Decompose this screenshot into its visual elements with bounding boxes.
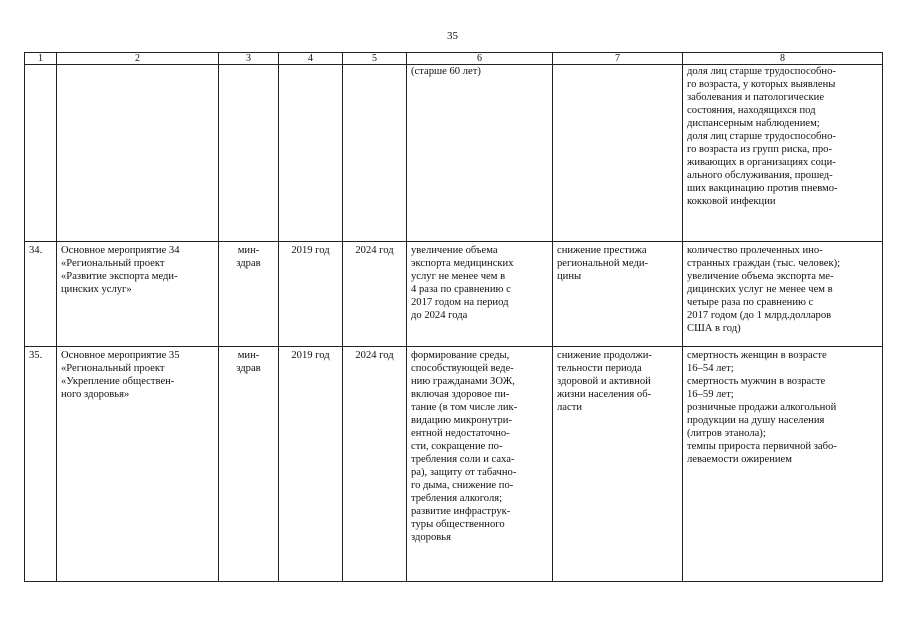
text-line: 16–59 лет; bbox=[687, 389, 734, 400]
text-line: «Развитие экспорта меди- bbox=[61, 271, 178, 282]
indicators bbox=[683, 347, 883, 582]
non-implementation-consequence bbox=[553, 347, 683, 582]
text-line: включая здоровое пи- bbox=[411, 389, 510, 400]
text-line: го возраста, у которых выявлены bbox=[687, 79, 836, 90]
column-number: 3 bbox=[219, 53, 279, 65]
cell-empty bbox=[279, 65, 343, 242]
text-line: 4 раза по сравнению с bbox=[411, 284, 511, 295]
text-line: региональной меди- bbox=[557, 258, 649, 269]
column-number: 7 bbox=[553, 53, 683, 65]
text-line: цинских услуг» bbox=[61, 284, 132, 295]
text-line: требления алкоголя; bbox=[411, 493, 503, 504]
executor bbox=[219, 347, 279, 582]
text-line: тельности периода bbox=[557, 363, 642, 374]
text-line: снижение продолжи- bbox=[557, 350, 652, 361]
cell-empty bbox=[553, 65, 683, 242]
text-line: «Региональный проект bbox=[61, 258, 165, 269]
text-line: кокковой инфекции bbox=[687, 196, 776, 207]
text-line: живающих в организациях соци- bbox=[687, 157, 836, 168]
text-line: Основное мероприятие 34 bbox=[61, 245, 180, 256]
text-line: увеличение объема экспорта ме- bbox=[687, 271, 834, 282]
continuation-result-text: (старше 60 лет) bbox=[411, 66, 481, 77]
column-number: 1 bbox=[25, 53, 57, 65]
text-line: 16–54 лет; bbox=[687, 363, 734, 374]
measure-name bbox=[57, 242, 219, 347]
text-line: жизни населения об- bbox=[557, 389, 652, 400]
text-line: здоровой и активной bbox=[557, 376, 651, 387]
page-number: 35 bbox=[447, 30, 458, 42]
text-line: сти, сокращение по- bbox=[411, 441, 503, 452]
measures-table bbox=[24, 52, 883, 582]
column-number-row bbox=[25, 53, 883, 65]
text-line: США в год) bbox=[687, 323, 741, 334]
text-line: до 2024 года bbox=[411, 310, 468, 321]
text-line: го дыма, снижение по- bbox=[411, 480, 514, 491]
expected-result bbox=[407, 242, 553, 347]
text-line: розничные продажи алкогольной bbox=[687, 402, 837, 413]
text-line: Основное мероприятие 35 bbox=[61, 350, 180, 361]
text-line: ласти bbox=[557, 402, 582, 413]
text-line: ра), защиту от табачно- bbox=[411, 467, 517, 478]
continuation-row bbox=[25, 65, 883, 242]
text-line: требления соли и саха- bbox=[411, 454, 515, 465]
text-line: «Укрепление обществен- bbox=[61, 376, 175, 387]
measure-name bbox=[57, 347, 219, 582]
text-line: экспорта медицинских bbox=[411, 258, 514, 269]
text-line: леваемости ожирением bbox=[687, 454, 792, 465]
text-line: туры общественного bbox=[411, 519, 505, 530]
text-line: ентной недостаточно- bbox=[411, 428, 510, 439]
text-line: продукции на душу населения bbox=[687, 415, 825, 426]
indicators bbox=[683, 242, 883, 347]
end-year: 2024 год bbox=[343, 242, 407, 347]
executor bbox=[219, 242, 279, 347]
text-line: здрав bbox=[236, 363, 261, 374]
expected-result bbox=[407, 347, 553, 582]
cell-empty bbox=[57, 65, 219, 242]
start-year: 2019 год bbox=[279, 347, 343, 582]
row-number: 35. bbox=[25, 347, 57, 582]
text-line: услуг не менее чем в bbox=[411, 271, 506, 282]
continuation-result-cell bbox=[407, 65, 553, 242]
cell-empty bbox=[25, 65, 57, 242]
text-line: доля лиц старше трудоспособно- bbox=[687, 66, 836, 77]
text-line: тание (в том числе лик- bbox=[411, 402, 518, 413]
text-line: ального обслуживания, прошед- bbox=[687, 170, 833, 181]
start-year: 2019 год bbox=[279, 242, 343, 347]
text-line: снижение престижа bbox=[557, 245, 647, 256]
cell-empty bbox=[219, 65, 279, 242]
text-line: способствующей веде- bbox=[411, 363, 514, 374]
text-line: увеличение объема bbox=[411, 245, 498, 256]
text-line: диспансерным наблюдением; bbox=[687, 118, 820, 129]
text-line: заболевания и патологические bbox=[687, 92, 825, 103]
text-line: мин- bbox=[237, 245, 260, 256]
text-line: состояния, находящихся под bbox=[687, 105, 816, 116]
text-line: 2017 годом (до 1 млрд.долларов bbox=[687, 310, 832, 321]
table-row-35 bbox=[25, 347, 883, 582]
table-row-34 bbox=[25, 242, 883, 347]
text-line: мин- bbox=[237, 350, 260, 361]
text-line: видацию микронутри- bbox=[411, 415, 512, 426]
column-number: 2 bbox=[57, 53, 219, 65]
text-line: ших вакцинацию против пневмо- bbox=[687, 183, 838, 194]
text-line: цины bbox=[557, 271, 582, 282]
text-line: формирование среды, bbox=[411, 350, 510, 361]
column-number: 4 bbox=[279, 53, 343, 65]
column-number: 8 bbox=[683, 53, 883, 65]
text-line: 2017 годом на период bbox=[411, 297, 509, 308]
text-line: темпы прироста первичной забо- bbox=[687, 441, 837, 452]
continuation-indicators-cell bbox=[683, 65, 883, 242]
text-line: смертность женщин в возрасте bbox=[687, 350, 827, 361]
text-line: ного здоровья» bbox=[61, 389, 130, 400]
text-line: смертность мужчин в возрасте bbox=[687, 376, 826, 387]
cell-empty bbox=[343, 65, 407, 242]
text-line: количество пролеченных ино- bbox=[687, 245, 823, 256]
text-line: нию гражданами ЗОЖ, bbox=[411, 376, 515, 387]
column-number: 5 bbox=[343, 53, 407, 65]
text-line: здрав bbox=[236, 258, 261, 269]
text-line: (литров этанола); bbox=[687, 428, 766, 439]
text-line: странных граждан (тыс. человек); bbox=[687, 258, 841, 269]
non-implementation-consequence bbox=[553, 242, 683, 347]
text-line: дицинских услуг не менее чем в bbox=[687, 284, 833, 295]
text-line: доля лиц старше трудоспособно- bbox=[687, 131, 836, 142]
text-line: четыре раза по сравнению с bbox=[687, 297, 814, 308]
end-year: 2024 год bbox=[343, 347, 407, 582]
row-number: 34. bbox=[25, 242, 57, 347]
text-line: го возраста из групп риска, про- bbox=[687, 144, 832, 155]
text-line: развитие инфраструк- bbox=[411, 506, 511, 517]
column-number: 6 bbox=[407, 53, 553, 65]
text-line: здоровья bbox=[411, 532, 451, 543]
text-line: «Региональный проект bbox=[61, 363, 165, 374]
